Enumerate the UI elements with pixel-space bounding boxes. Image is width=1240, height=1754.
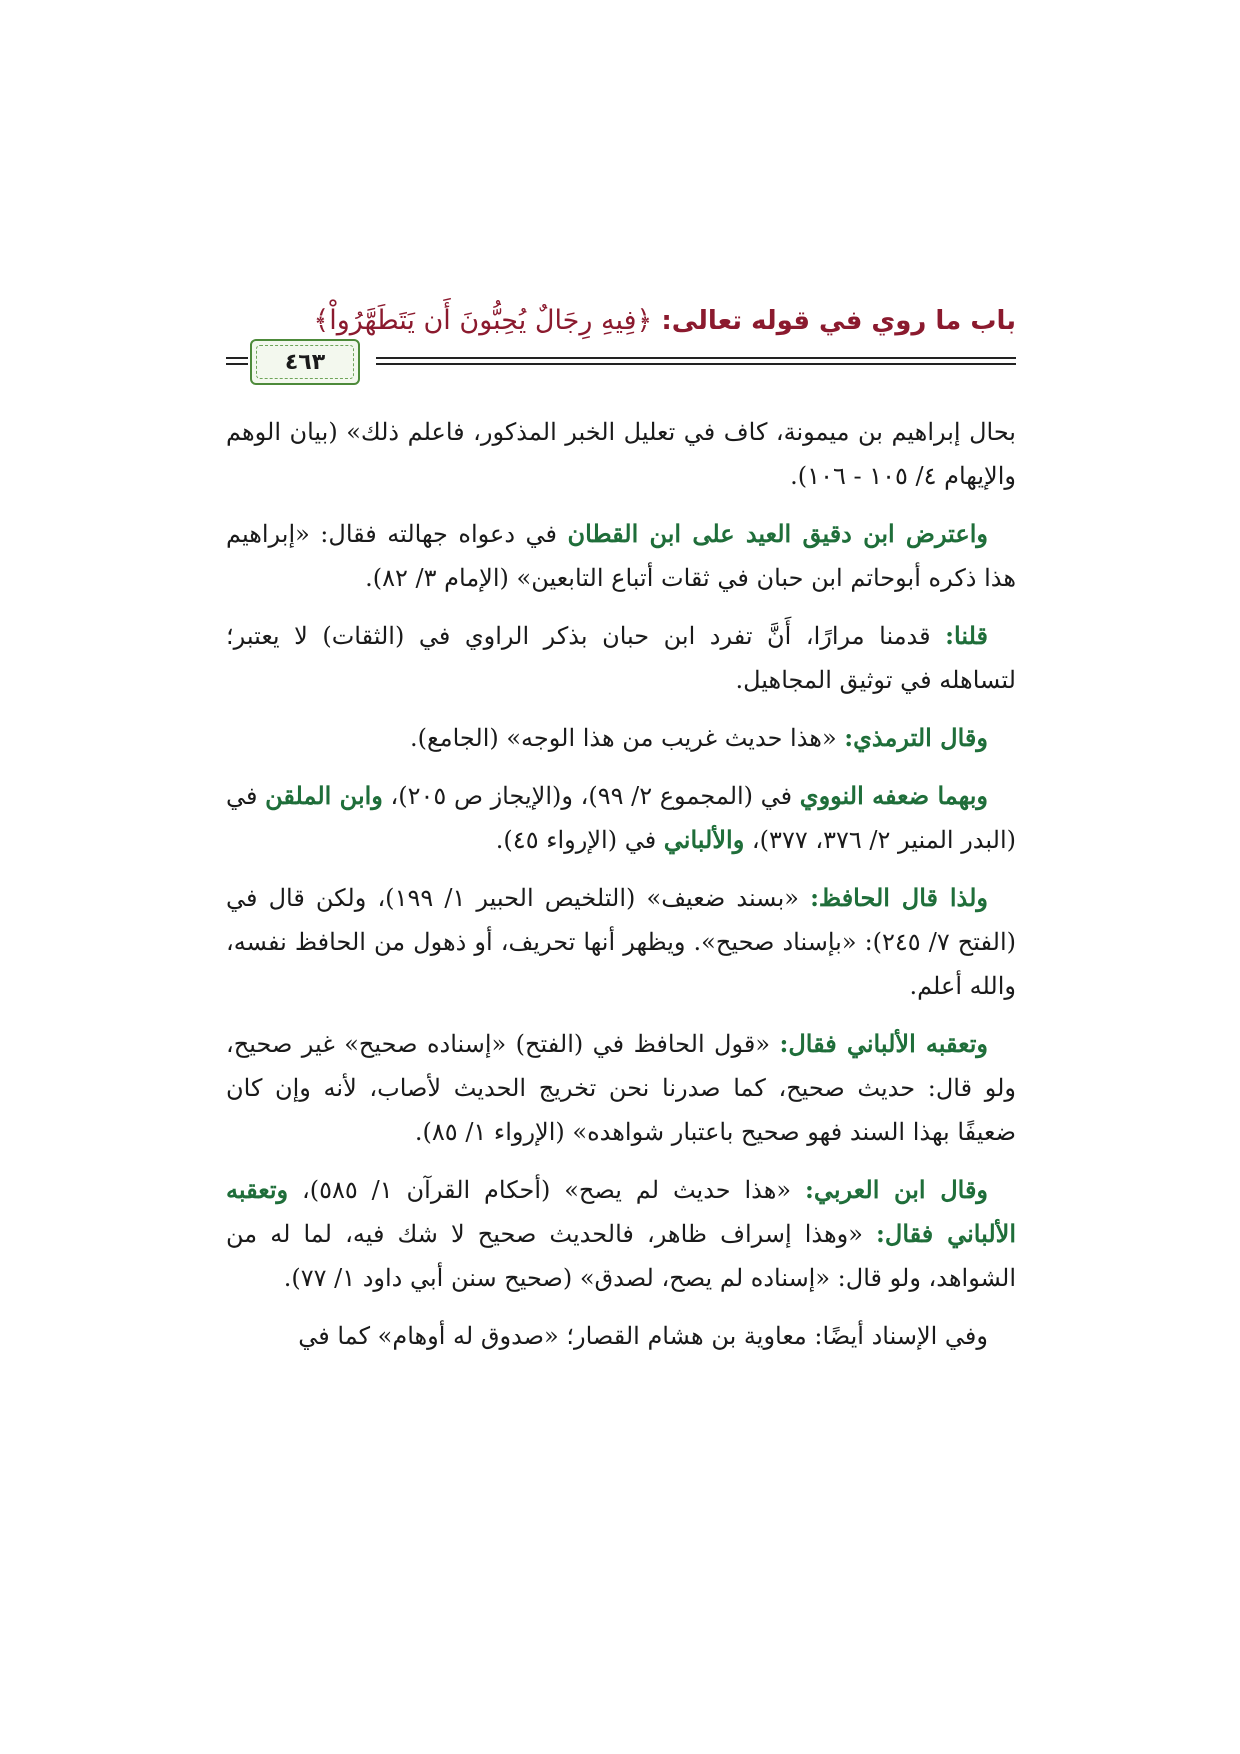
- page-number-badge: [250, 339, 360, 385]
- paragraph: [226, 512, 1016, 600]
- highlighted-phrase: وتعقبه الألباني فقال:: [226, 1175, 1016, 1248]
- paragraph: [226, 1168, 1016, 1300]
- highlighted-phrase: وبهما ضعفه النووي: [799, 781, 988, 810]
- paragraph-text: في (المجموع ٢/ ٩٩)، و(الإيجاز ص ٢٠٥)،: [382, 782, 800, 810]
- page-header: [226, 305, 1016, 385]
- highlighted-phrase: والألباني: [663, 825, 745, 854]
- highlighted-phrase: قلنا:: [945, 621, 988, 650]
- chapter-title: [313, 305, 1016, 336]
- header-rule-left-bottom: [226, 363, 248, 365]
- page-number: ٤٦٣: [284, 349, 326, 375]
- page-body: [226, 410, 1016, 1372]
- paragraph: [226, 410, 1016, 498]
- paragraph-text: «هذا حديث لم يصح» (أحكام القرآن ١/ ٥٨٥)،: [288, 1176, 806, 1204]
- paragraph-text: قدمنا مرارًا، أَنَّ تفرد ابن حبان بذكر الراوي في (الثقات) لا يعتبر؛ لتساهله في توثيق المجاهيل.: [226, 622, 1016, 694]
- paragraph: [226, 716, 1016, 760]
- header-rule-left-top: [226, 357, 248, 359]
- paragraph-text: «بسند ضعيف» (التلخيص الحبير ١/ ١٩٩)، ولكن قال في (الفتح ٧/ ٢٤٥): «بإسناد صحيح». ويظهر أنها تحريف، أو ذهول من الحافظ نفسه، والله أعلم.: [226, 884, 1016, 1000]
- paragraph-text: «قول الحافظ في (الفتح) «إسناده صحيح» غير صحيح، ولو قال: حديث صحيح، كما صدرنا نحن تخريج الحديث لأصاب، لأنه وإن كان ضعيفًا بهذا السند فهو صحيح باعتبار شواهده» (الإرواء ١/ ٨٥).: [226, 1030, 1016, 1146]
- highlighted-phrase: ولذا قال الحافظ:: [810, 883, 989, 912]
- paragraph: [226, 876, 1016, 1008]
- paragraph-text: بحال إبراهيم بن ميمونة، كاف في تعليل الخبر المذكور، فاعلم ذلك» (بيان الوهم والإيهام ٤/ ١٠٥ - ١٠٦).: [226, 418, 1016, 490]
- paragraph: [226, 1314, 1016, 1358]
- quran-verse: ﴿فِيهِ رِجَالٌ يُحِبُّونَ أَن يَتَطَهَّرُواْ﴾: [313, 305, 653, 336]
- paragraph: [226, 1022, 1016, 1154]
- paragraph-text: في (الإرواء ٤٥).: [495, 826, 664, 854]
- highlighted-phrase: وابن الملقن: [265, 781, 383, 810]
- header-rule-bottom: [376, 363, 1016, 365]
- paragraph: [226, 614, 1016, 702]
- paragraph-text: في (البدر المنير ٢/ ٣٧٦، ٣٧٧)،: [226, 782, 1016, 854]
- highlighted-phrase: وقال ابن العربي:: [805, 1175, 989, 1204]
- header-rule-top: [376, 357, 1016, 359]
- paragraph-text: «هذا حديث غريب من هذا الوجه» (الجامع).: [409, 724, 845, 752]
- paragraph: [226, 774, 1016, 862]
- highlighted-phrase: واعترض ابن دقيق العيد على ابن القطان: [567, 519, 989, 548]
- highlighted-phrase: وتعقبه الألباني فقال:: [779, 1029, 989, 1058]
- paragraph-text: «وهذا إسراف ظاهر، فالحديث صحيح لا شك فيه، لما له من الشواهد، ولو قال: «إسناده لم يصح، لصدق» (صحيح سنن أبي داود ١/ ٧٧).: [226, 1220, 1016, 1292]
- highlighted-phrase: وقال الترمذي:: [844, 723, 988, 752]
- chapter-title-prefix: باب ما روي في قوله تعالى:: [661, 306, 1016, 336]
- paragraph-text: وفي الإسناد أيضًا: معاوية بن هشام القصار؛ «صدوق له أوهام» كما في: [298, 1322, 988, 1350]
- paragraph-text: في دعواه جهالته فقال: «إبراهيم هذا ذكره أبوحاتم ابن حبان في ثقات أتباع التابعين» (الإمام ٣/ ٨٢).: [226, 520, 1016, 592]
